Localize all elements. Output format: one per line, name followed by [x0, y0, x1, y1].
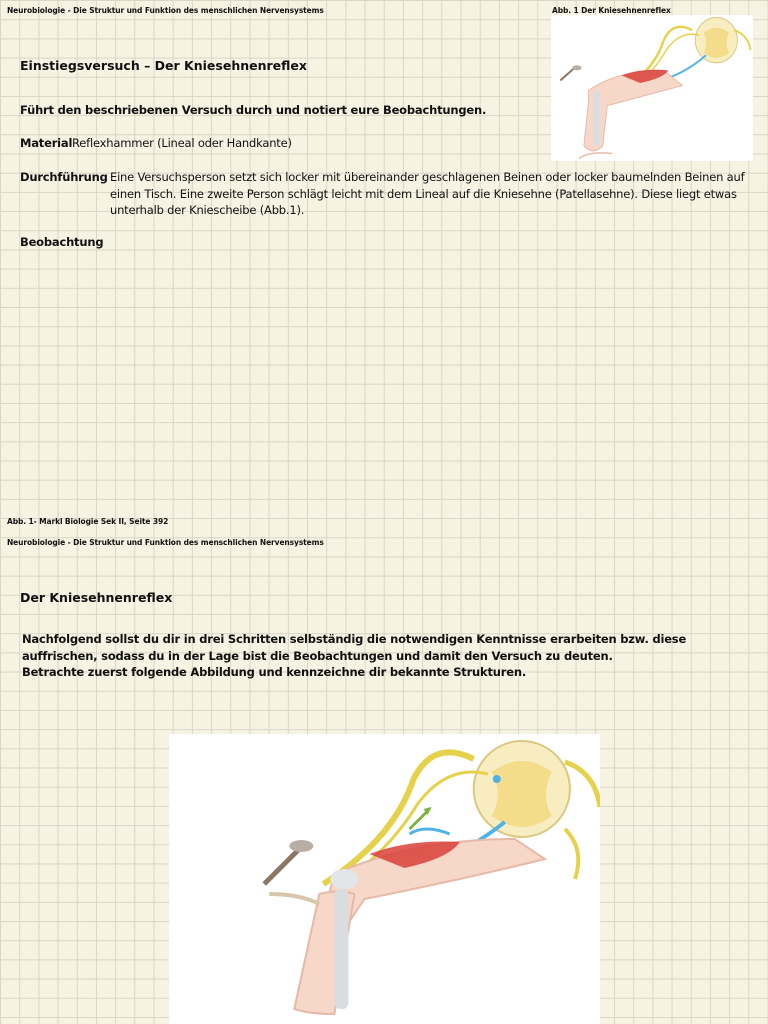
material-text: Reflexhammer (Lineal oder Handkante) [72, 136, 292, 150]
material-label: Material [20, 136, 73, 150]
page-header: Neurobiologie - Die Struktur und Funktion des menschlichen Nervensystems [7, 6, 324, 15]
intro-text: Nachfolgend sollst du dir in drei Schritten selbständig die notwendigen Kenntnisse erarbeiten bzw. diese auffrischen, sodass du in der Lage bist die Beobachtungen und damit den Versuch zu deuten. [22, 632, 687, 663]
page-title: Einstiegsversuch – Der Kniesehnenreflex [20, 58, 307, 73]
procedure-label: Durchführung [20, 170, 108, 184]
figure-caption: Abb. 1 Der Kniesehnenreflex [552, 6, 671, 15]
instruction-text: Betrachte zuerst folgende Abbildung und kennzeichne dir bekannte Strukturen. [22, 665, 526, 679]
task-text: Führt den beschriebenen Versuch durch und notiert eure Beobachtungen. [20, 103, 487, 117]
figure-source: Abb. 1- Markl Biologie Sek II, Seite 392 [7, 517, 169, 526]
procedure-text: Eine Versuchsperson setzt sich locker mit übereinander geschlagenen Beinen oder locker baumelnden Beinen auf einen Tisch. Eine zweite Person schlägt leicht mit dem Lineal auf die Kniesehne (Patellasehne). Diese liegt etwas unterhalb der Kniescheibe (Abb.1). [110, 170, 745, 217]
page-title-2: Der Kniesehnenreflex [20, 590, 173, 605]
knee-reflex-figure-small [551, 15, 753, 161]
knee-reflex-figure-large [169, 734, 600, 1024]
observation-label: Beobachtung [20, 235, 104, 249]
page-header-2: Neurobiologie - Die Struktur und Funktion des menschlichen Nervensystems [7, 538, 324, 547]
